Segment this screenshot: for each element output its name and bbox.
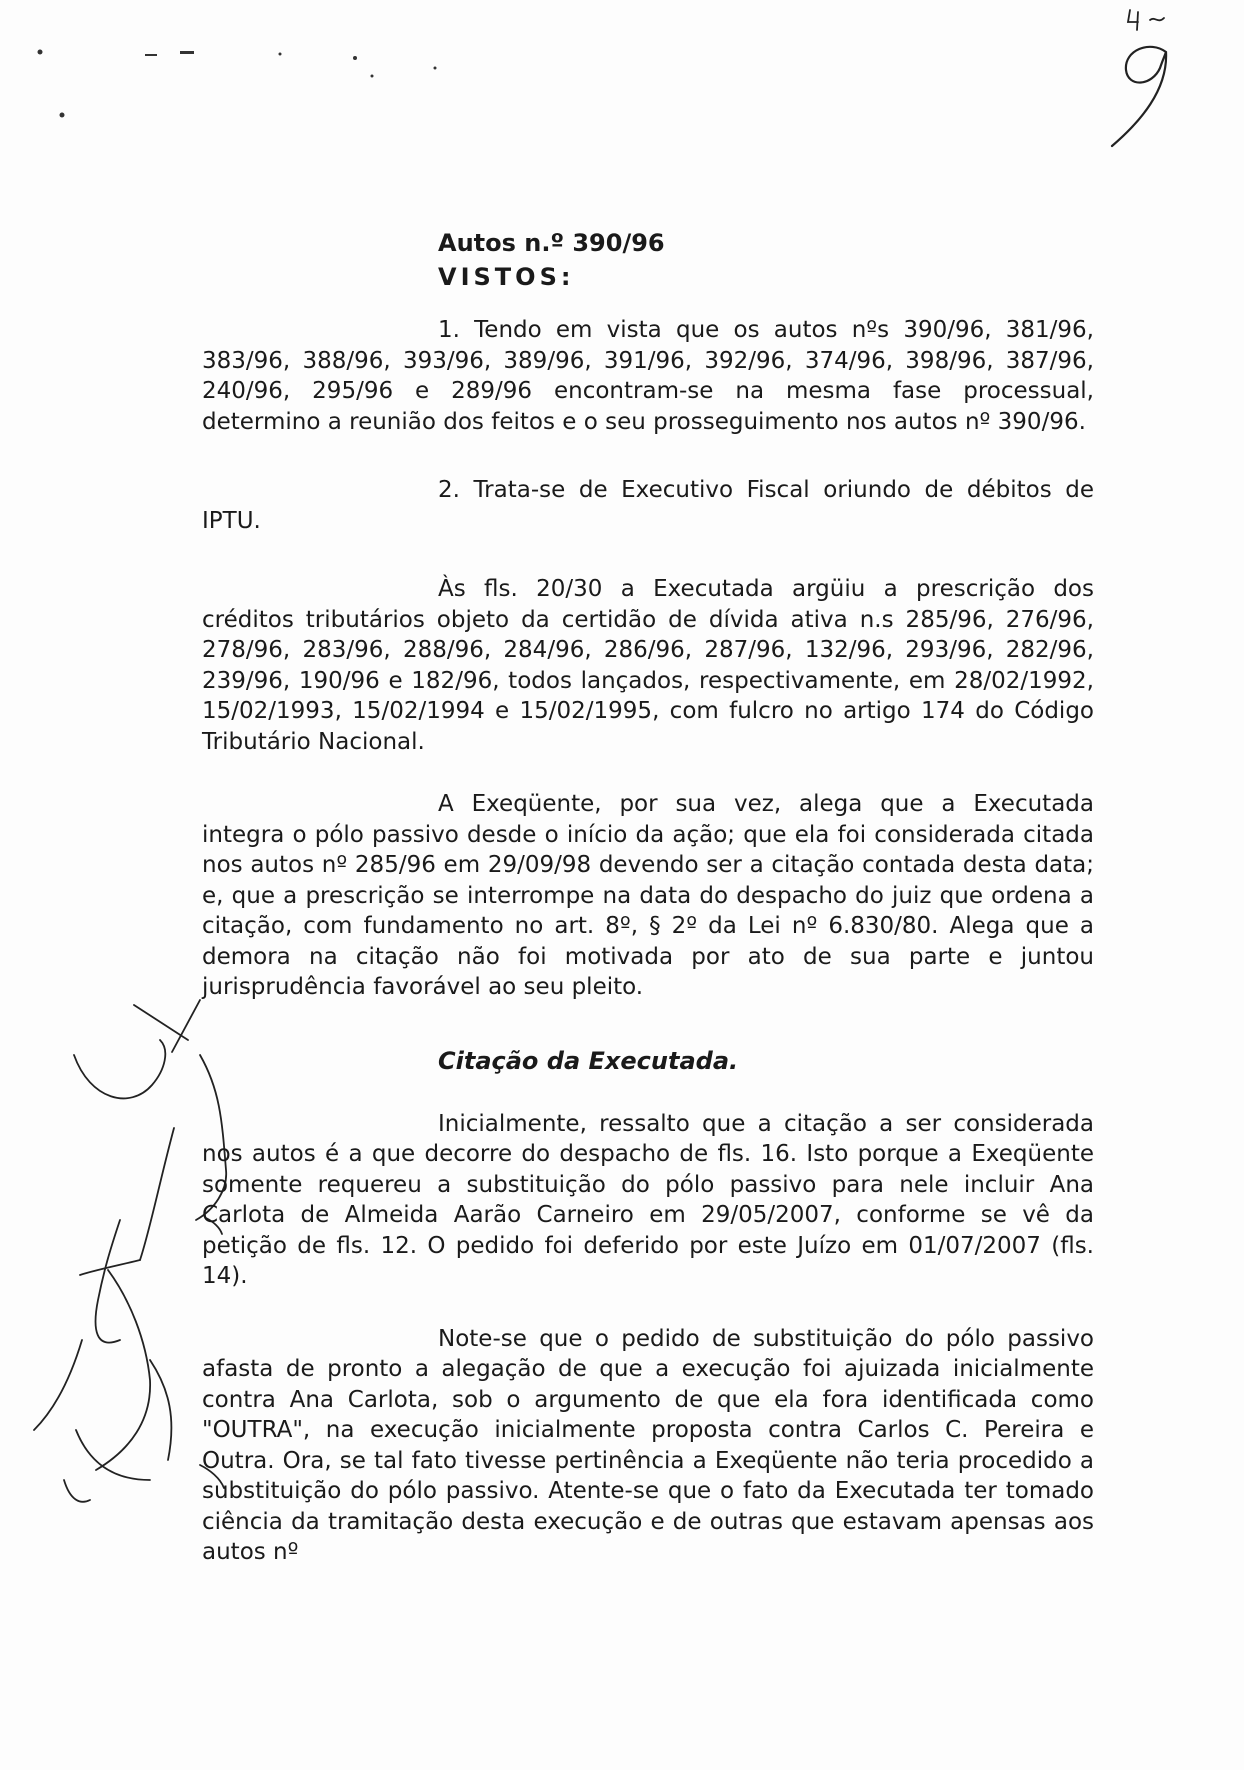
folio-number-mark: [1112, 47, 1166, 146]
paragraph-3: Às fls. 20/30 a Executada argüiu a prescrição dos créditos tributários objeto da certidão de dívida ativa n.s 285/96, 276/96, 278/96, 283/96, 288/96, 284/96, 286/96, 287/96, 132/96, 293/96, 282/96, 239/96, 190/96 e 182/96, todos lançados, respectivamente, em 28/02/1992, 15/02/1993, 15/02/1994 e 15/02/1995, com fulcro no artigo 174 do Código Tributário Nacional.: [202, 576, 1094, 755]
paragraph-5: Inicialmente, ressalto que a citação a ser considerada nos autos é a que decorre do despacho de fls. 16. Isto porque a Exeqüente somente requereu a substituição do pólo passivo para nele incluir Ana Carlota de Almeida Aarão Carneiro em 29/05/2007, conforme se vê da petição de fls. 12. O pedido foi deferido por este Juízo em 01/07/2007 (fls. 14).: [202, 1110, 1094, 1289]
corner-mark: [1128, 10, 1164, 30]
paragraph-2: 2. Trata-se de Executivo Fiscal oriundo de débitos de IPTU.: [202, 477, 1094, 534]
paragraph-6: Note-se que o pedido de substituição do pólo passivo afasta de pronto a alegação de que a execução foi ajuizada inicialmente contra Ana Carlota, sob o argumento de que ela fora identificada como "OUTRA", na execução inicialmente proposta contra Carlos C. Pereira e Outra. Ora, se tal fato tivesse pertinência a Exeqüente não teria procedido a substituição do pólo passivo. Atente-se que o fato da Executada ter tomado ciência da tramitação desta execução e de outras que estavam apensas aos autos nº: [202, 1325, 1094, 1565]
scan-specks: [38, 50, 437, 118]
section-title: Citação da Executada.: [438, 1046, 739, 1075]
document-header: [438, 226, 665, 294]
paragraph-4: A Exeqüente, por sua vez, alega que a Executada integra o pólo passivo desde o início da ação; que ela foi considerada citada nos autos nº 285/96 em 29/09/98 devendo ser a citação contada desta data; e, que a prescrição se interrompe na data do despacho do juiz que ordena a citação, com fundamento no art. 8º, § 2º da Lei nº 6.830/80. Alega que a demora na citação não foi motivada por ato de sua parte e juntou jurisprudência favorável ao seu pleito.: [202, 791, 1094, 1000]
margin-signature: [34, 1000, 226, 1502]
document-body: [202, 315, 1094, 1568]
case-number: Autos n.º 390/96: [438, 229, 665, 257]
paragraph-1: 1. Tendo em vista que os autos nºs 390/96, 381/96, 383/96, 388/96, 393/96, 389/96, 391/96, 392/96, 374/96, 398/96, 387/96, 240/96, 295/96 e 289/96 encontram-se na mesma fase processual, determino a reunião dos feitos e o seu prosseguimento nos autos nº 390/96.: [202, 317, 1094, 435]
vistos-heading: VISTOS:: [438, 263, 575, 291]
